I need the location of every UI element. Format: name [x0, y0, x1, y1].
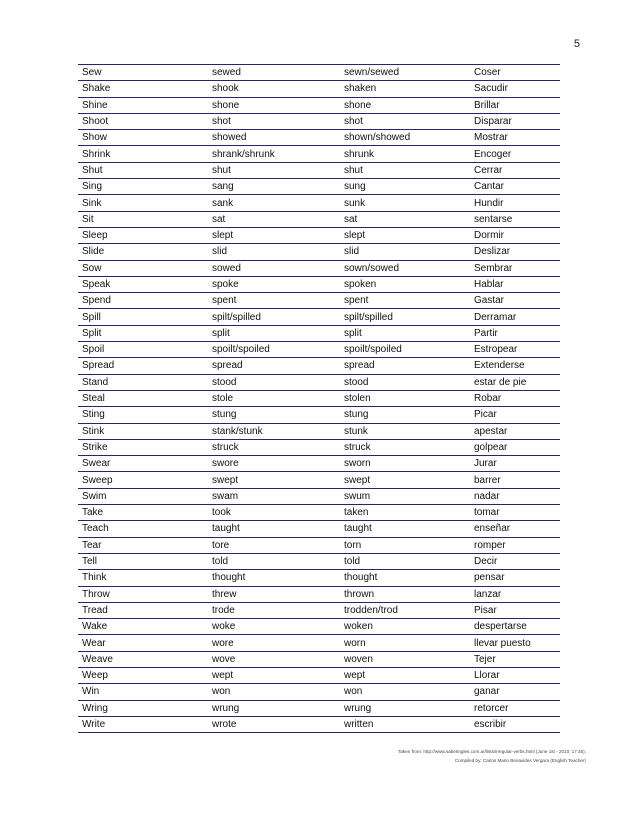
past-simple-cell: swept: [208, 472, 340, 488]
table-row: [78, 81, 560, 97]
table-row: [78, 358, 560, 374]
base-form-cell: Write: [78, 716, 208, 732]
table-row: [78, 146, 560, 162]
past-participle-cell: stolen: [340, 390, 470, 406]
spanish-meaning-cell: despertarse: [470, 619, 560, 635]
base-form-cell: Spoil: [78, 342, 208, 358]
table-row: [78, 309, 560, 325]
table-row: [78, 244, 560, 260]
past-participle-cell: woken: [340, 619, 470, 635]
spanish-meaning-cell: Partir: [470, 325, 560, 341]
past-simple-cell: wove: [208, 651, 340, 667]
past-simple-cell: wrote: [208, 716, 340, 732]
spanish-meaning-cell: sentarse: [470, 211, 560, 227]
past-simple-cell: shone: [208, 97, 340, 113]
past-simple-cell: wept: [208, 667, 340, 683]
spanish-meaning-cell: estar de pie: [470, 374, 560, 390]
past-simple-cell: showed: [208, 130, 340, 146]
base-form-cell: Sit: [78, 211, 208, 227]
table-row: [78, 227, 560, 243]
base-form-cell: Sting: [78, 407, 208, 423]
table-row: [78, 162, 560, 178]
table-row: [78, 390, 560, 406]
table-row: [78, 342, 560, 358]
table-row: [78, 195, 560, 211]
table-row: [78, 716, 560, 732]
spanish-meaning-cell: lanzar: [470, 586, 560, 602]
base-form-cell: Stand: [78, 374, 208, 390]
base-form-cell: Teach: [78, 521, 208, 537]
past-simple-cell: swam: [208, 488, 340, 504]
table-row: [78, 570, 560, 586]
table-row: [78, 439, 560, 455]
past-simple-cell: spent: [208, 293, 340, 309]
base-form-cell: Win: [78, 684, 208, 700]
base-form-cell: Stink: [78, 423, 208, 439]
spanish-meaning-cell: Sembrar: [470, 260, 560, 276]
table-row: [78, 179, 560, 195]
past-simple-cell: trode: [208, 602, 340, 618]
spanish-meaning-cell: Hundir: [470, 195, 560, 211]
past-simple-cell: struck: [208, 439, 340, 455]
base-form-cell: Spill: [78, 309, 208, 325]
page-number: 5: [573, 38, 580, 50]
table-row: [78, 374, 560, 390]
past-participle-cell: swept: [340, 472, 470, 488]
base-form-cell: Spend: [78, 293, 208, 309]
past-simple-cell: wrung: [208, 700, 340, 716]
spanish-meaning-cell: Sacudir: [470, 81, 560, 97]
spanish-meaning-cell: Llorar: [470, 667, 560, 683]
base-form-cell: Sleep: [78, 227, 208, 243]
spanish-meaning-cell: Dormir: [470, 227, 560, 243]
past-participle-cell: shown/showed: [340, 130, 470, 146]
table-row: [78, 407, 560, 423]
spanish-meaning-cell: Hablar: [470, 276, 560, 292]
past-simple-cell: sat: [208, 211, 340, 227]
base-form-cell: Weave: [78, 651, 208, 667]
spanish-meaning-cell: Decir: [470, 553, 560, 569]
base-form-cell: Think: [78, 570, 208, 586]
table-row: [78, 635, 560, 651]
table-row: [78, 651, 560, 667]
table-row: [78, 423, 560, 439]
table-row: [78, 667, 560, 683]
past-simple-cell: spread: [208, 358, 340, 374]
past-participle-cell: taken: [340, 505, 470, 521]
past-participle-cell: written: [340, 716, 470, 732]
base-form-cell: Steal: [78, 390, 208, 406]
past-participle-cell: spent: [340, 293, 470, 309]
past-participle-cell: wept: [340, 667, 470, 683]
past-simple-cell: shrank/shrunk: [208, 146, 340, 162]
table-row: [78, 684, 560, 700]
past-simple-cell: sewed: [208, 65, 340, 81]
past-participle-cell: stunk: [340, 423, 470, 439]
base-form-cell: Wake: [78, 619, 208, 635]
spanish-meaning-cell: ganar: [470, 684, 560, 700]
spanish-meaning-cell: enseñar: [470, 521, 560, 537]
base-form-cell: Shrink: [78, 146, 208, 162]
spanish-meaning-cell: Disparar: [470, 113, 560, 129]
table-row: [78, 325, 560, 341]
base-form-cell: Sow: [78, 260, 208, 276]
base-form-cell: Split: [78, 325, 208, 341]
table-row: [78, 276, 560, 292]
base-form-cell: Sweep: [78, 472, 208, 488]
spanish-meaning-cell: apestar: [470, 423, 560, 439]
past-participle-cell: won: [340, 684, 470, 700]
past-simple-cell: threw: [208, 586, 340, 602]
base-form-cell: Sew: [78, 65, 208, 81]
past-participle-cell: shot: [340, 113, 470, 129]
past-simple-cell: shut: [208, 162, 340, 178]
past-participle-cell: sunk: [340, 195, 470, 211]
spanish-meaning-cell: Robar: [470, 390, 560, 406]
spanish-meaning-cell: escribir: [470, 716, 560, 732]
table-row: [78, 211, 560, 227]
base-form-cell: Show: [78, 130, 208, 146]
past-participle-cell: stood: [340, 374, 470, 390]
irregular-verbs-table: [78, 64, 560, 733]
base-form-cell: Weep: [78, 667, 208, 683]
table-row: [78, 65, 560, 81]
base-form-cell: Swear: [78, 456, 208, 472]
table-row: [78, 130, 560, 146]
past-simple-cell: shot: [208, 113, 340, 129]
past-participle-cell: spilt/spilled: [340, 309, 470, 325]
table-row: [78, 488, 560, 504]
spanish-meaning-cell: Deslizar: [470, 244, 560, 260]
table-row: [78, 553, 560, 569]
past-simple-cell: swore: [208, 456, 340, 472]
past-participle-cell: spoken: [340, 276, 470, 292]
spanish-meaning-cell: Mostrar: [470, 130, 560, 146]
past-simple-cell: told: [208, 553, 340, 569]
table-row: [78, 586, 560, 602]
spanish-meaning-cell: Tejer: [470, 651, 560, 667]
table-row: [78, 521, 560, 537]
table-row: [78, 505, 560, 521]
base-form-cell: Wring: [78, 700, 208, 716]
table-row: [78, 472, 560, 488]
verbs-table-body: [78, 65, 560, 733]
spanish-meaning-cell: Derramar: [470, 309, 560, 325]
spanish-meaning-cell: Extenderse: [470, 358, 560, 374]
base-form-cell: Sing: [78, 179, 208, 195]
base-form-cell: Speak: [78, 276, 208, 292]
past-simple-cell: wore: [208, 635, 340, 651]
past-participle-cell: slept: [340, 227, 470, 243]
past-simple-cell: spoke: [208, 276, 340, 292]
table-row: [78, 113, 560, 129]
past-participle-cell: sown/sowed: [340, 260, 470, 276]
base-form-cell: Tear: [78, 537, 208, 553]
spanish-meaning-cell: Picar: [470, 407, 560, 423]
past-participle-cell: shone: [340, 97, 470, 113]
base-form-cell: Take: [78, 505, 208, 521]
spanish-meaning-cell: llevar puesto: [470, 635, 560, 651]
base-form-cell: Swim: [78, 488, 208, 504]
past-simple-cell: split: [208, 325, 340, 341]
past-simple-cell: shook: [208, 81, 340, 97]
past-simple-cell: slept: [208, 227, 340, 243]
past-simple-cell: spilt/spilled: [208, 309, 340, 325]
past-participle-cell: spoilt/spoiled: [340, 342, 470, 358]
base-form-cell: Shine: [78, 97, 208, 113]
past-participle-cell: split: [340, 325, 470, 341]
base-form-cell: Strike: [78, 439, 208, 455]
past-simple-cell: sang: [208, 179, 340, 195]
past-simple-cell: spoilt/spoiled: [208, 342, 340, 358]
table-row: [78, 537, 560, 553]
past-participle-cell: shrunk: [340, 146, 470, 162]
base-form-cell: Spread: [78, 358, 208, 374]
past-participle-cell: stung: [340, 407, 470, 423]
past-participle-cell: woven: [340, 651, 470, 667]
spanish-meaning-cell: nadar: [470, 488, 560, 504]
table-row: [78, 260, 560, 276]
spanish-meaning-cell: Pisar: [470, 602, 560, 618]
past-simple-cell: thought: [208, 570, 340, 586]
past-simple-cell: tore: [208, 537, 340, 553]
past-participle-cell: sewn/sewed: [340, 65, 470, 81]
base-form-cell: Sink: [78, 195, 208, 211]
table-row: [78, 97, 560, 113]
past-simple-cell: woke: [208, 619, 340, 635]
base-form-cell: Shut: [78, 162, 208, 178]
past-participle-cell: shut: [340, 162, 470, 178]
past-simple-cell: sowed: [208, 260, 340, 276]
spanish-meaning-cell: barrer: [470, 472, 560, 488]
base-form-cell: Tread: [78, 602, 208, 618]
base-form-cell: Wear: [78, 635, 208, 651]
spanish-meaning-cell: Encoger: [470, 146, 560, 162]
table-row: [78, 456, 560, 472]
table-row: [78, 602, 560, 618]
spanish-meaning-cell: pensar: [470, 570, 560, 586]
past-simple-cell: stank/stunk: [208, 423, 340, 439]
base-form-cell: Slide: [78, 244, 208, 260]
past-participle-cell: slid: [340, 244, 470, 260]
spanish-meaning-cell: tomar: [470, 505, 560, 521]
past-simple-cell: took: [208, 505, 340, 521]
base-form-cell: Tell: [78, 553, 208, 569]
spanish-meaning-cell: Coser: [470, 65, 560, 81]
table-row: [78, 619, 560, 635]
past-participle-cell: trodden/trod: [340, 602, 470, 618]
base-form-cell: Shoot: [78, 113, 208, 129]
source-note: Taken from: http://www.saberingles.com.ar/lists/irregular-verbs.html (June 1st - 2010; 17:45).: [398, 749, 586, 754]
past-participle-cell: sung: [340, 179, 470, 195]
past-simple-cell: taught: [208, 521, 340, 537]
spanish-meaning-cell: Estropear: [470, 342, 560, 358]
spanish-meaning-cell: romper: [470, 537, 560, 553]
spanish-meaning-cell: Cerrar: [470, 162, 560, 178]
past-participle-cell: struck: [340, 439, 470, 455]
past-simple-cell: stole: [208, 390, 340, 406]
base-form-cell: Throw: [78, 586, 208, 602]
past-participle-cell: told: [340, 553, 470, 569]
table-row: [78, 700, 560, 716]
spanish-meaning-cell: Brillar: [470, 97, 560, 113]
past-participle-cell: sworn: [340, 456, 470, 472]
past-participle-cell: thought: [340, 570, 470, 586]
past-participle-cell: swum: [340, 488, 470, 504]
past-participle-cell: taught: [340, 521, 470, 537]
spanish-meaning-cell: Gastar: [470, 293, 560, 309]
past-participle-cell: sat: [340, 211, 470, 227]
past-participle-cell: wrung: [340, 700, 470, 716]
past-simple-cell: slid: [208, 244, 340, 260]
past-participle-cell: thrown: [340, 586, 470, 602]
past-participle-cell: spread: [340, 358, 470, 374]
past-simple-cell: stood: [208, 374, 340, 390]
past-simple-cell: sank: [208, 195, 340, 211]
base-form-cell: Shake: [78, 81, 208, 97]
spanish-meaning-cell: Jurar: [470, 456, 560, 472]
spanish-meaning-cell: retorcer: [470, 700, 560, 716]
past-participle-cell: worn: [340, 635, 470, 651]
past-simple-cell: stung: [208, 407, 340, 423]
past-simple-cell: won: [208, 684, 340, 700]
spanish-meaning-cell: golpear: [470, 439, 560, 455]
compiled-by-note: Compiled by: Carlos Mario Benavides Vergara (English Teacher): [454, 758, 586, 763]
table-row: [78, 293, 560, 309]
past-participle-cell: torn: [340, 537, 470, 553]
spanish-meaning-cell: Cantar: [470, 179, 560, 195]
past-participle-cell: shaken: [340, 81, 470, 97]
